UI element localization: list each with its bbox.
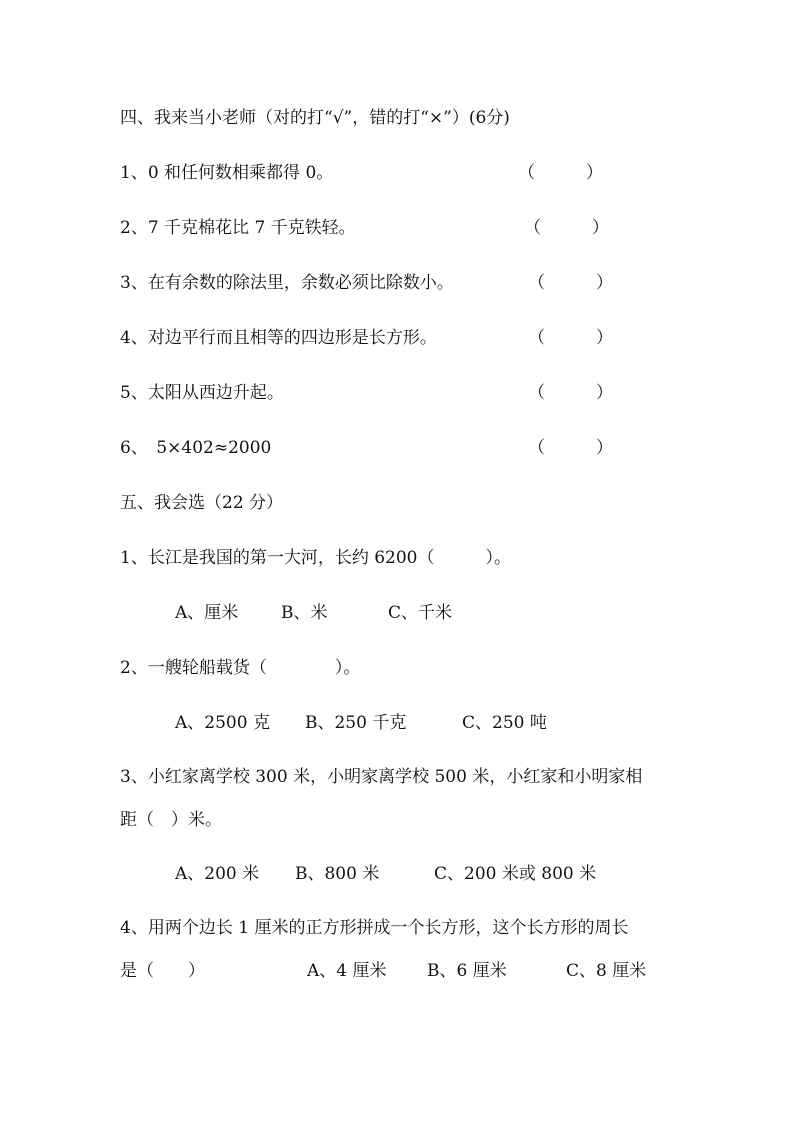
q4-option-b[interactable]: B、6 厘米 <box>427 961 507 981</box>
section-4-heading: 四、我来当小老师（对的打“√”，错的打“×”）(6分) <box>120 108 510 128</box>
q3-option-a[interactable]: A、200 米 <box>175 864 260 884</box>
q1-option-c[interactable]: C、千米 <box>388 603 453 623</box>
q4-option-c[interactable]: C、8 厘米 <box>566 961 647 981</box>
true-false-item-3: 3、在有余数的除法里，余数必须比除数小。 <box>120 273 454 293</box>
choice-question-3-line-2: 距（ ）米。 <box>120 810 222 830</box>
answer-blank-5[interactable]: （ ） <box>528 383 613 403</box>
section-5-heading: 五、我会选（22 分） <box>120 493 284 513</box>
q3-option-c[interactable]: C、200 米或 800 米 <box>434 864 597 884</box>
answer-blank-1[interactable]: （ ） <box>518 163 603 183</box>
choice-question-2: 2、一艘轮船载货（ ）。 <box>120 658 361 678</box>
q1-option-b[interactable]: B、米 <box>281 603 328 623</box>
choice-question-1: 1、长江是我国的第一大河，长约 6200（ ）。 <box>120 548 511 568</box>
choice-question-4-line-2: 是（ ） <box>120 961 205 981</box>
q2-option-c[interactable]: C、250 吨 <box>462 713 547 733</box>
true-false-item-5: 5、太阳从西边升起。 <box>120 383 284 403</box>
q3-option-b[interactable]: B、800 米 <box>295 864 380 884</box>
answer-blank-2[interactable]: （ ） <box>524 218 609 238</box>
q2-option-a[interactable]: A、2500 克 <box>175 713 270 733</box>
q1-option-a[interactable]: A、厘米 <box>175 603 239 623</box>
q2-option-b[interactable]: B、250 千克 <box>305 713 407 733</box>
choice-question-4-line-1: 4、用两个边长 1 厘米的正方形拼成一个长方形，这个长方形的周长 <box>120 918 629 938</box>
true-false-item-6: 6、 5×402≈2000 <box>120 438 272 458</box>
answer-blank-6[interactable]: （ ） <box>528 438 613 458</box>
q4-option-a[interactable]: A、4 厘米 <box>307 961 387 981</box>
answer-blank-3[interactable]: （ ） <box>528 273 613 293</box>
true-false-item-1: 1、0 和任何数相乘都得 0。 <box>120 163 334 183</box>
true-false-item-4: 4、对边平行而且相等的四边形是长方形。 <box>120 328 437 348</box>
true-false-item-2: 2、7 千克棉花比 7 千克铁轻。 <box>120 218 356 238</box>
choice-question-3-line-1: 3、小红家离学校 300 米，小明家离学校 500 米，小红家和小明家相 <box>120 767 643 787</box>
answer-blank-4[interactable]: （ ） <box>528 328 613 348</box>
